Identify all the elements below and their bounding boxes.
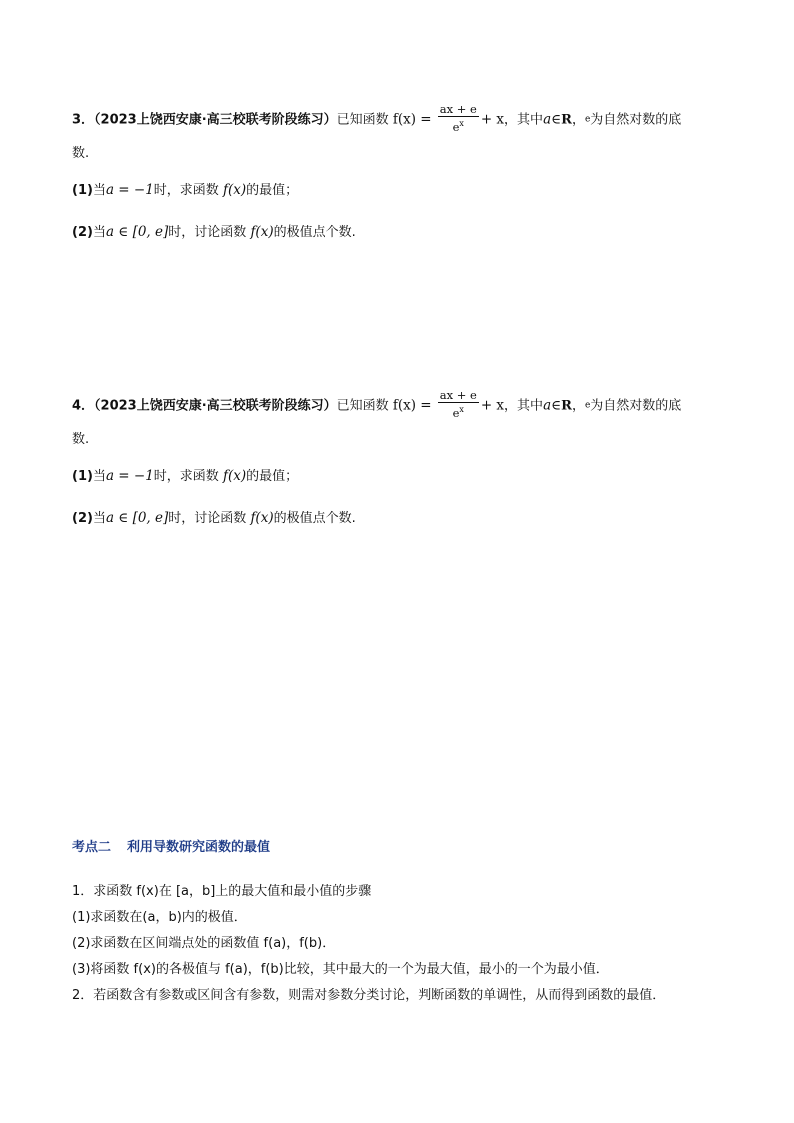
e-symbol: e: [584, 114, 591, 125]
q1-when: 当: [92, 469, 106, 484]
q1-function: f(x): [222, 182, 247, 198]
q1-tail: 的最值；: [246, 183, 299, 198]
note-2: 2．若函数含有参数或区间含有参数，则需对参数分类讨论，判断函数的单调性，从而得到函数的最值．: [72, 988, 666, 1003]
element-of: ∈: [551, 397, 562, 414]
q2-when: 当: [92, 225, 106, 240]
stem-end: 为自然对数的底: [590, 112, 682, 128]
q2-condition: a ∈ [0, e]: [105, 224, 169, 240]
q2-condition: a ∈ [0, e]: [105, 510, 169, 526]
stem-wrap: 数.: [72, 146, 90, 161]
stem-end: 为自然对数的底: [590, 398, 682, 414]
stem-mid: ，其中: [504, 398, 544, 414]
problem-source: （2023上饶西安康·高三校联考阶段练习）: [94, 398, 337, 414]
problem-4-stem: [72, 390, 681, 422]
note-1c: (3)将函数 f(x)的各极值与 f(a)，f(b)比较，其中最大的一个为最大值，最小的一个为最小值．: [72, 962, 609, 977]
plus-x: + x: [480, 111, 505, 128]
q1-label: (1): [72, 183, 93, 198]
stem-prefix: 已知函数: [336, 398, 389, 414]
q1-text: 时，求函数: [153, 469, 219, 484]
q1-label: (1): [72, 469, 93, 484]
stem-mid: ，其中: [504, 112, 544, 128]
q2-function: f(x): [250, 224, 274, 240]
function-lhs: f(x) =: [392, 397, 432, 414]
problem-3-q2: [72, 222, 356, 243]
q1-condition: a = −1: [105, 182, 154, 198]
stem-wrap: 数.: [72, 432, 90, 447]
problem-3-q1: [72, 180, 298, 201]
q2-tail: 的极值点个数.: [273, 225, 356, 240]
note-1a: (1)求函数在(a，b)内的极值．: [72, 910, 247, 925]
q1-function: f(x): [222, 468, 247, 484]
note-1: 1．求函数 f(x)在 [a，b]上的最大值和最小值的步骤: [72, 884, 372, 899]
element-of: ∈: [551, 111, 562, 128]
q2-text: 时，讨论函数: [168, 511, 247, 526]
fraction-numerator: ax + e: [439, 388, 477, 402]
real-set: R: [561, 398, 572, 414]
section-label: 考点二: [72, 840, 112, 855]
function-lhs: f(x) =: [392, 111, 432, 128]
problem-number: 3．: [72, 112, 95, 128]
domain-var: a: [543, 397, 552, 414]
q2-tail: 的极值点个数.: [273, 511, 356, 526]
comma: ，: [571, 112, 585, 128]
domain-var: a: [543, 111, 552, 128]
problem-3-stem: [72, 104, 681, 136]
problem-source: （2023上饶西安康·高三校联考阶段练习）: [94, 112, 337, 128]
section-title: 利用导数研究函数的最值: [127, 840, 271, 855]
plus-x: + x: [480, 397, 505, 414]
fraction-denominator: $e^x$: [452, 119, 464, 134]
q1-when: 当: [92, 183, 106, 198]
real-set: R: [561, 112, 572, 128]
q2-label: (2): [72, 225, 93, 240]
q1-tail: 的最值；: [246, 469, 299, 484]
problem-number: 4．: [72, 398, 95, 414]
problem-4-q1: [72, 466, 298, 487]
q2-text: 时，讨论函数: [168, 225, 247, 240]
q1-condition: a = −1: [105, 468, 154, 484]
stem-prefix: 已知函数: [336, 112, 389, 128]
section-heading: [72, 836, 270, 855]
comma: ，: [571, 398, 585, 414]
q2-label: (2): [72, 511, 93, 526]
q2-when: 当: [92, 511, 106, 526]
fraction: [438, 102, 479, 134]
fraction-numerator: ax + e: [439, 102, 477, 116]
q2-function: f(x): [250, 510, 274, 526]
fraction-denominator: $e^x$: [452, 405, 464, 420]
e-symbol: e: [584, 400, 591, 411]
note-1b: (2)求函数在区间端点处的函数值 f(a)，f(b)．: [72, 936, 336, 951]
q1-text: 时，求函数: [153, 183, 219, 198]
problem-4-q2: [72, 508, 356, 529]
fraction: [438, 388, 479, 420]
